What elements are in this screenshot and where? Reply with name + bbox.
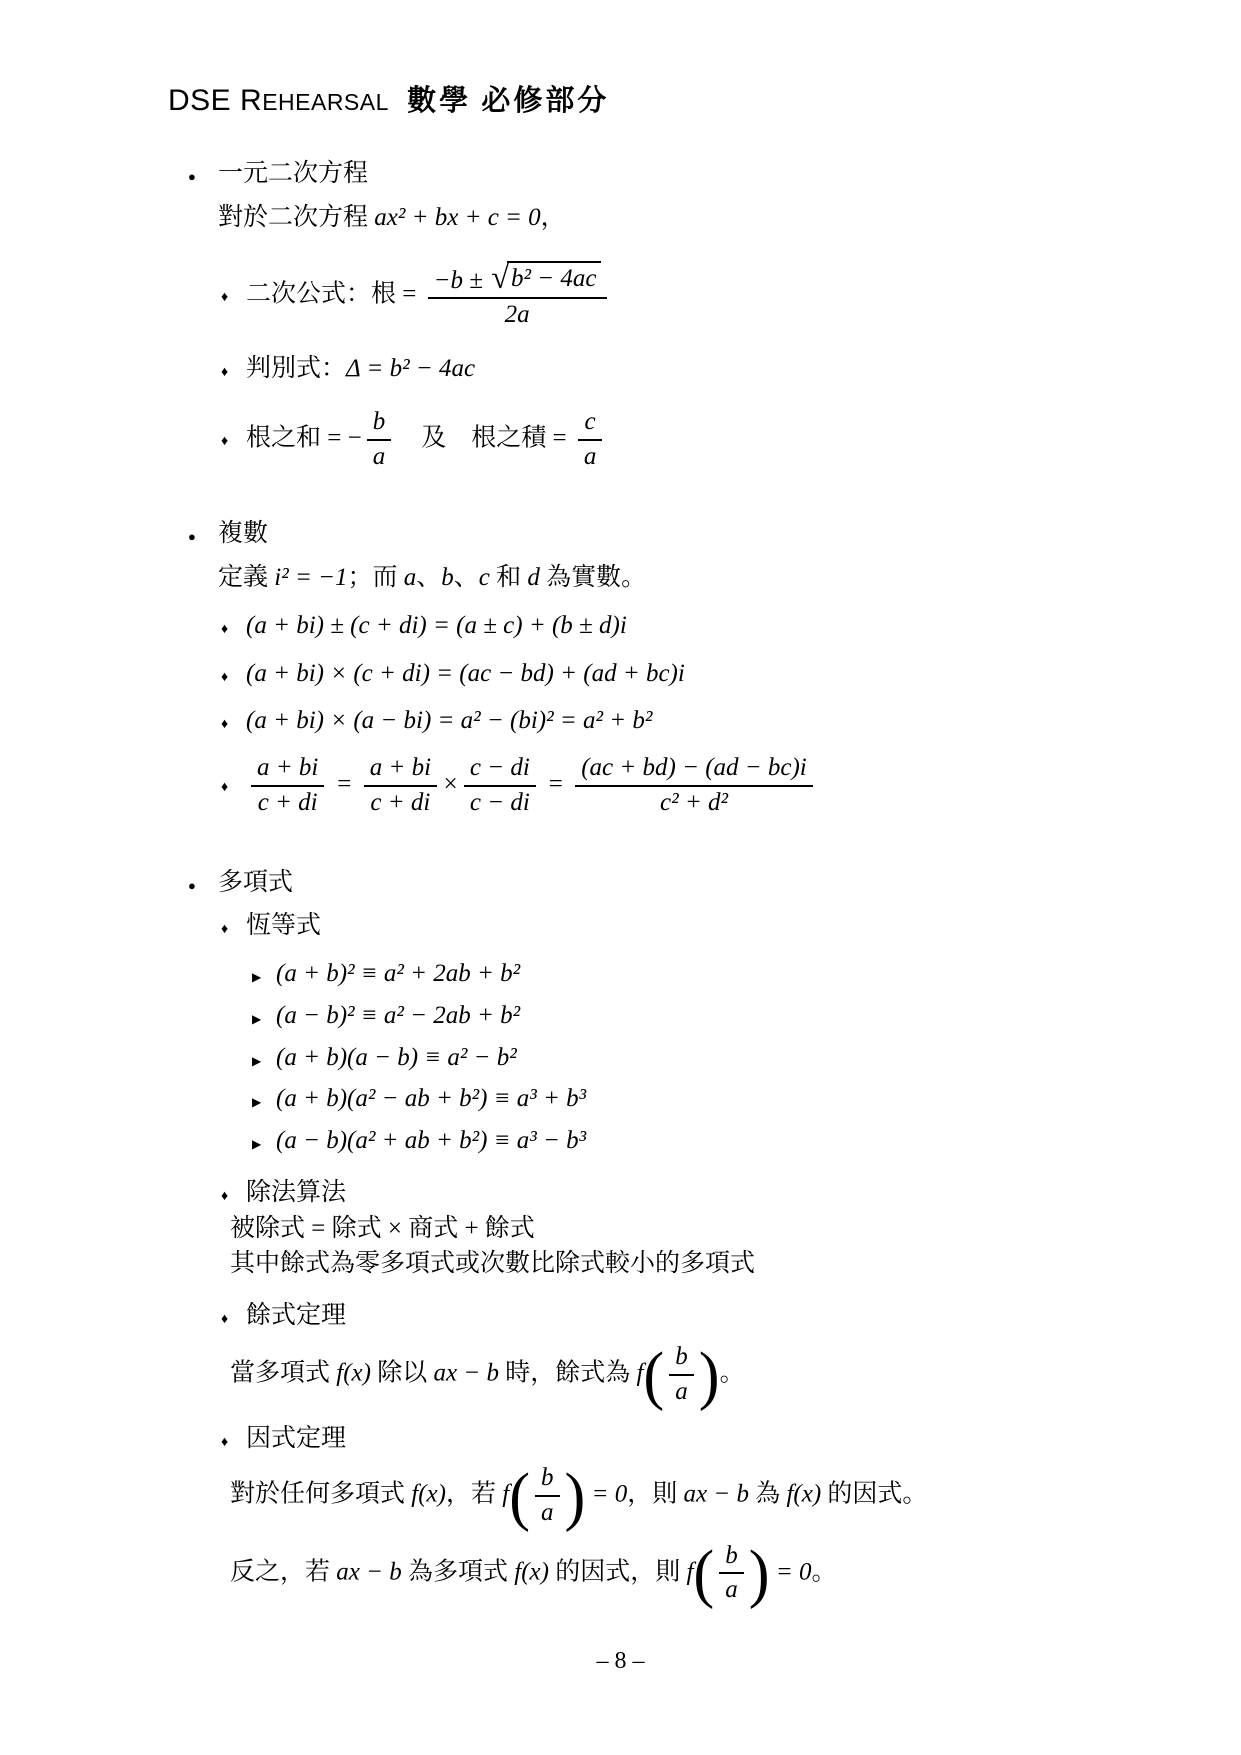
formula-segment: = 0	[769, 1557, 812, 1585]
formula-segment: 。	[719, 1359, 745, 1387]
formula-segment: d	[527, 564, 540, 591]
formula-segment: f	[502, 1480, 510, 1508]
fraction-denominator	[669, 1376, 694, 1407]
fraction-denominator	[578, 441, 603, 472]
formula-segment: ax − b	[336, 1557, 402, 1585]
formula-segment: 及 根之積 =	[396, 424, 573, 452]
factor-theorem-statement-row	[230, 1536, 1171, 1610]
division-algorithm-line	[230, 1212, 1171, 1246]
section-quadratic-equations	[168, 157, 1171, 471]
bullet-icon: ●	[188, 877, 196, 893]
division-algorithm-title: 除法算法	[246, 1178, 347, 1206]
formula-segment: f(x)	[411, 1480, 446, 1508]
fraction-denominator	[719, 1574, 744, 1605]
formula-segment: c + di	[257, 788, 318, 816]
formula-segment: c − di	[469, 754, 530, 781]
formula-segment: a	[725, 1576, 738, 1604]
identity-row	[252, 1041, 1171, 1075]
formula-segment: (a − b)² ≡ a² − 2ab + b²	[276, 1001, 521, 1029]
formula-segment: ；而	[347, 564, 404, 591]
factor-theorem-title: 因式定理	[246, 1425, 347, 1453]
diamond-bullet-icon: ♦	[221, 780, 229, 796]
formula-segment: c² + d²	[660, 788, 728, 816]
formula-segment: Δ = b² − 4ac	[346, 355, 476, 382]
brand-smallcaps-text: EHEARSAL	[262, 89, 389, 115]
division-algorithm-formula	[230, 1212, 535, 1246]
complex-division-row	[221, 754, 1171, 818]
section-title: 複數	[218, 520, 269, 548]
section-title-row	[188, 517, 1171, 551]
diamond-bullet-icon: ♦	[221, 289, 229, 305]
remainder-theorem-statement: 當多項式 f(x) 除以 ax − b 時，餘式為 f( $\frac{b}{a}$ )。	[230, 1337, 745, 1412]
section-title-row	[188, 157, 1171, 191]
fraction-denominator	[464, 787, 536, 818]
fraction-numerator	[428, 261, 607, 300]
fraction	[535, 1464, 560, 1528]
triangle-bullet-icon: ▶	[252, 970, 262, 984]
formula-segment: 反之，若	[230, 1557, 337, 1585]
formula-segment: 。	[811, 1557, 837, 1585]
diamond-bullet-icon: ♦	[221, 922, 229, 938]
formula-segment: a	[372, 442, 386, 470]
radicand: b² − 4ac	[507, 261, 600, 294]
section-title-row	[188, 866, 1171, 900]
formula-segment: b	[541, 1464, 554, 1491]
complex-multiplication-text	[246, 657, 685, 691]
formula-segment: i² = −1	[274, 564, 348, 591]
document-header	[168, 78, 1171, 119]
formula-segment: ax − b	[433, 1359, 499, 1387]
diamond-bullet-icon: ♦	[221, 1312, 229, 1327]
formula-segment: 根之和 = −	[246, 424, 362, 452]
fraction-numerator	[719, 1542, 744, 1575]
formula-segment: f(x)	[786, 1480, 822, 1508]
fraction-numerator	[575, 754, 813, 787]
formula-segment: 的因式。	[821, 1480, 928, 1508]
sum-product-text	[246, 408, 607, 472]
formula-segment: 二次公式：根 =	[246, 279, 423, 307]
factor-theorem-title-row	[221, 1422, 1171, 1456]
complex-definition-text	[218, 561, 646, 595]
diamond-bullet-icon: ♦	[221, 365, 229, 380]
formula-segment: (a + bi) ± (c + di) = (a ± c) + (b ± d)i	[246, 611, 627, 639]
formula-segment: f(x)	[336, 1359, 371, 1387]
formula-segment: 的因式，則	[548, 1557, 687, 1585]
formula-segment: 其中餘式為零多項式或次數比除式較小的多項式	[230, 1250, 756, 1278]
fraction-numerator	[669, 1343, 694, 1376]
formula-segment: ，若	[445, 1480, 503, 1508]
formula-segment: 和	[489, 564, 528, 591]
fraction-denominator	[535, 1497, 560, 1528]
formula-segment: f(x)	[514, 1557, 549, 1585]
formula-segment: a	[541, 1498, 554, 1526]
formula-segment: ×	[442, 770, 459, 798]
complex-multiplication-row	[221, 657, 1171, 691]
diamond-bullet-icon: ♦	[221, 1435, 229, 1451]
formula-segment: (a + b)(a − b) ≡ a² − b²	[276, 1043, 517, 1071]
remainder-theorem-title: 餘式定理	[246, 1302, 347, 1329]
fraction	[364, 754, 437, 818]
fraction-numerator	[464, 754, 536, 787]
section-title: 多項式	[218, 868, 294, 896]
division-algorithm-note	[230, 1247, 755, 1281]
square-root	[491, 261, 600, 295]
quadratic-intro-row	[218, 201, 1171, 235]
fraction	[669, 1343, 694, 1407]
complex-addition-text	[246, 609, 627, 643]
formula-segment: (a + bi) × (c + di) = (ac − bd) + (ad + bc)i	[246, 659, 685, 687]
formula-segment: a	[675, 1377, 688, 1405]
formula-segment: a	[583, 442, 597, 470]
diamond-bullet-icon: ♦	[221, 1188, 229, 1204]
diamond-bullet-icon: ♦	[221, 621, 229, 637]
formula-segment: c	[584, 407, 596, 435]
identity-text	[276, 1124, 586, 1158]
bullet-icon: ●	[188, 169, 196, 184]
fraction-denominator	[428, 299, 607, 330]
formula-segment: 、	[416, 564, 442, 591]
formula-segment: 對於二次方程	[218, 203, 375, 231]
factor-theorem-statement-forward: 對於任何多項式 f(x)，若 f( $\frac{b}{a}$ ) = 0，則 ax − b 為 f(x) 的因式。	[230, 1459, 928, 1533]
identity-text	[276, 1041, 517, 1075]
fraction-numerator	[578, 408, 603, 441]
complex-division-text	[246, 754, 818, 818]
formula-segment: 為實數。	[539, 564, 647, 591]
sum-product-row	[221, 408, 1171, 472]
fraction	[578, 408, 603, 472]
formula-segment: c − di	[469, 788, 530, 816]
formula-segment: =	[540, 770, 571, 798]
quadratic-formula-row	[221, 261, 1171, 331]
formula-segment: c + di	[370, 788, 431, 816]
formula-segment: ax − b	[683, 1480, 749, 1508]
division-algorithm-title-row	[221, 1176, 1171, 1210]
formula-segment: (ac + bd) − (ad − bc)i	[581, 754, 807, 781]
fraction	[575, 754, 813, 818]
formula-segment: = 0	[585, 1480, 628, 1508]
factor-theorem-statement-converse: 反之，若 ax − b 為多項式 f(x) 的因式，則 f( $\frac{b}{a}$ ) = 0。	[230, 1536, 837, 1610]
formula-segment: 時，餘式為	[498, 1359, 637, 1387]
formula-segment: −b ±	[433, 266, 490, 294]
formula-segment: f	[636, 1359, 644, 1387]
header-subject-title: 數學 必修部分	[407, 85, 610, 117]
fraction-denominator	[251, 787, 324, 818]
identities-title: 恆等式	[246, 912, 322, 940]
page-number: – 8 –	[596, 1648, 645, 1674]
complex-addition-row	[221, 609, 1171, 643]
section-polynomials	[168, 866, 1171, 1610]
brand-text: DSE R	[168, 84, 263, 117]
formula-segment: b	[372, 407, 386, 435]
formula-segment: 2a	[504, 301, 530, 329]
bullet-icon: ●	[188, 529, 196, 545]
formula-segment: 為	[748, 1480, 787, 1508]
complex-conjugate-text	[246, 704, 652, 738]
page-content	[168, 0, 1171, 1610]
formula-segment: a	[403, 564, 417, 591]
brand-logo	[168, 84, 389, 117]
formula-segment: =	[329, 770, 359, 798]
formula-segment: ，	[540, 203, 566, 231]
formula-segment: c	[478, 564, 490, 591]
fraction	[464, 754, 536, 818]
formula-segment: (a + bi) × (a − bi) = a² − (bi)² = a² + b²	[246, 707, 653, 735]
identity-row	[252, 1124, 1171, 1158]
division-algorithm-line	[230, 1247, 1171, 1281]
triangle-bullet-icon: ▶	[252, 1053, 262, 1068]
fraction	[428, 261, 607, 331]
formula-segment: a + bi	[369, 754, 432, 781]
formula-segment: b	[441, 564, 454, 591]
identity-row	[252, 1082, 1171, 1116]
complex-conjugate-row	[221, 704, 1171, 738]
discriminant-text	[246, 352, 475, 386]
formula-segment: 為多項式	[401, 1557, 515, 1585]
formula-segment: 定義	[218, 564, 275, 591]
fraction	[367, 408, 392, 472]
formula-segment: a + bi	[257, 754, 319, 781]
fraction-numerator	[535, 1464, 560, 1497]
formula-segment: 判別式：	[246, 355, 347, 382]
fraction-numerator	[251, 754, 324, 787]
fraction-denominator	[367, 441, 392, 472]
fraction-numerator	[364, 754, 437, 787]
fraction	[251, 754, 324, 818]
fraction-numerator	[367, 408, 392, 441]
diamond-bullet-icon: ♦	[221, 434, 229, 450]
radical-icon: √	[491, 259, 510, 296]
formula-segment: 被除式 = 除式 × 商式 + 餘式	[230, 1214, 535, 1242]
formula-segment: (a + b)² ≡ a² + 2ab + b²	[276, 960, 521, 987]
identity-text	[276, 957, 520, 991]
triangle-bullet-icon: ▶	[252, 1095, 262, 1110]
formula-segment: b	[675, 1342, 688, 1370]
section-title: 一元二次方程	[218, 160, 369, 187]
quadratic-formula-text	[246, 261, 612, 331]
formula-segment: 、	[453, 564, 479, 591]
identity-row	[252, 999, 1171, 1033]
quadratic-intro-text	[218, 201, 566, 235]
remainder-theorem-title-row	[221, 1299, 1171, 1333]
remainder-theorem-statement-row	[230, 1337, 1171, 1412]
identity-row	[252, 957, 1171, 991]
diamond-bullet-icon: ♦	[221, 717, 229, 733]
fraction	[719, 1542, 744, 1606]
fraction-denominator	[575, 787, 813, 818]
triangle-bullet-icon: ▶	[252, 1137, 262, 1151]
identities-title-row	[221, 909, 1171, 943]
discriminant-row	[221, 352, 1171, 386]
fraction-denominator	[364, 787, 437, 818]
formula-segment: 當多項式	[230, 1359, 337, 1387]
complex-definition-row	[218, 561, 1171, 595]
formula-segment: 除以	[370, 1359, 434, 1387]
identity-text	[276, 1082, 586, 1116]
formula-segment: (a − b)(a² + ab + b²) ≡ a³ − b³	[276, 1127, 587, 1154]
formula-segment: f	[686, 1557, 694, 1585]
identity-text	[276, 999, 520, 1033]
triangle-bullet-icon: ▶	[252, 1011, 262, 1026]
formula-segment: b	[725, 1541, 738, 1569]
formula-segment: ，則	[627, 1480, 684, 1508]
formula-segment: ax² + bx + c = 0	[374, 203, 541, 231]
formula-segment: 對於任何多項式	[230, 1480, 412, 1508]
section-complex-numbers	[168, 517, 1171, 817]
diamond-bullet-icon: ♦	[221, 669, 229, 685]
formula-segment: (a + b)(a² − ab + b²) ≡ a³ + b³	[276, 1085, 587, 1113]
factor-theorem-statement-row	[230, 1459, 1171, 1533]
